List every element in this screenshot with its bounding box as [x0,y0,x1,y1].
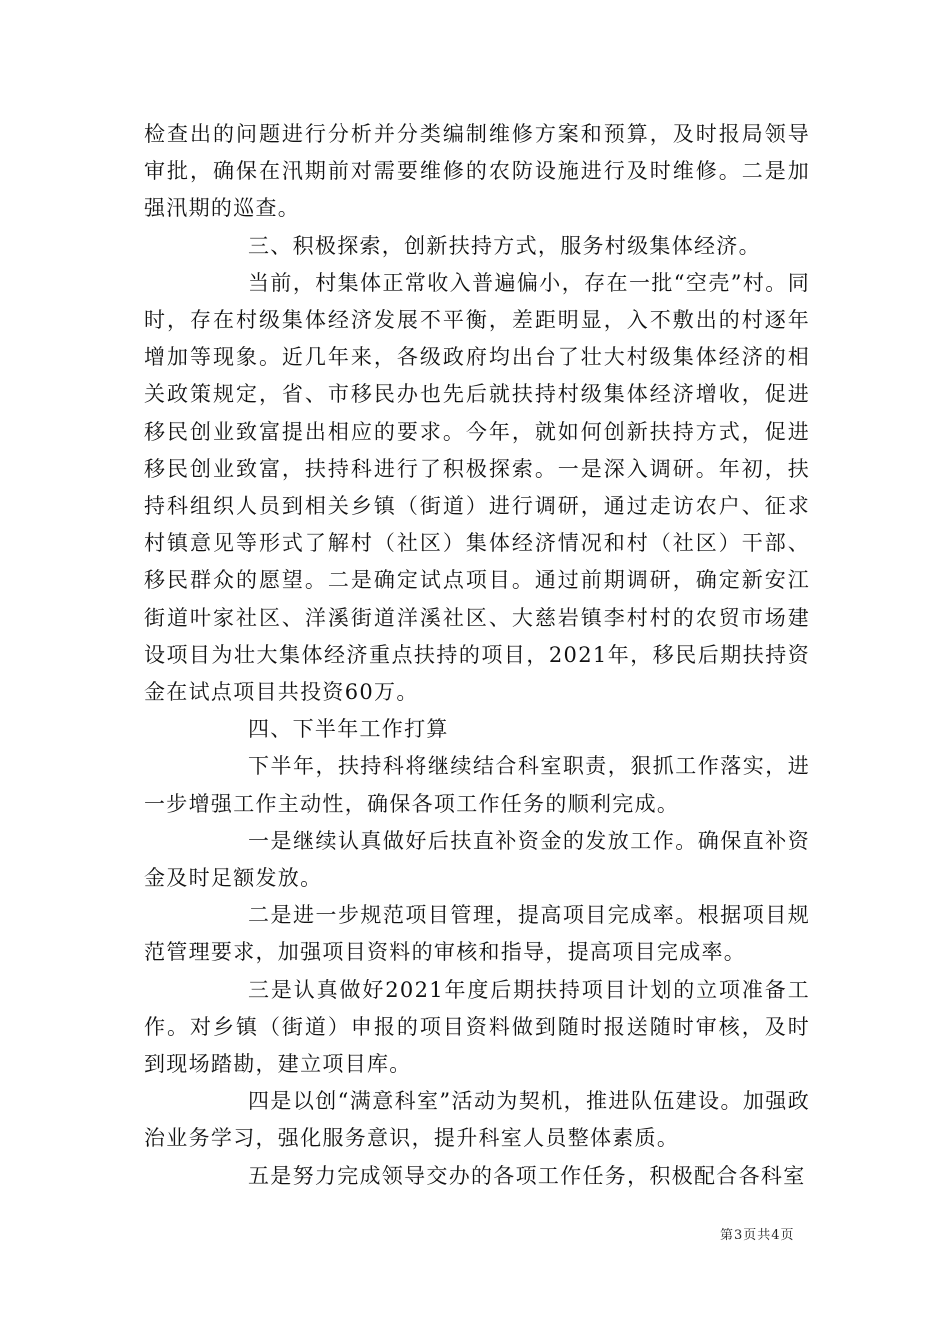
page-number-footer: 第3页共4页 [720,1228,795,1243]
paragraph-plan-item-1: 一是继续认真做好后扶直补资金的发放工作。确保直补资金及时足额发放。 [144,828,810,891]
paragraph-plan-item-4: 四是以创“满意科室”活动为契机，推进队伍建设。加强政治业务学习，强化服务意识，提升科室人员整体素质。 [144,1089,810,1151]
section-heading-4: 四、下半年工作打算 [248,717,449,742]
paragraph-section-3-body: 当前，村集体正常收入普遍偏小，存在一批“空壳”村。同时，存在村级集体经济发展不平衡，差距明显，入不敷出的村逐年增加等现象。近几年来，各级政府均出台了壮大村级集体经济的相关政策规定，省、市移民办也先后就扶持村级集体经济增收，促进移民创业致富提出相应的要求。今年，就如何创新扶持方式，促进移民创业致富，扶持科进行了积极探索。一是深入调研。年初，扶持科组织人员到相关乡镇（街道）进行调研，通过走访农户、征求村镇意见等形式了解村（社区）集体经济情况和村（社区）干部、移民群众的愿望。二是确定试点项目。通过前期调研，确定新安江街道叶家社区、洋溪街道洋溪社区、大慈岩镇李村村的农贸市场建设项目为壮大集体经济重点扶持的项目，2021年，移民后期扶持资金在试点项目共投资60万。 [144,270,810,705]
paragraph-plan-item-5: 五是努力完成领导交办的各项工作任务，积极配合各科室 [248,1163,806,1188]
section-heading-3: 三、积极探索，创新扶持方式，服务村级集体经济。 [248,233,761,258]
paragraph-1: 检查出的问题进行分析并分类编制维修方案和预算，及时报局领导审批，确保在汛期前对需要维修的农防设施进行及时维修。二是加强汛期的巡查。 [144,122,810,221]
paragraph-plan-intro: 下半年，扶持科将继续结合科室职责，狠抓工作落实，进一步增强工作主动性，确保各项工作任务的顺利完成。 [144,754,810,816]
paragraph-plan-item-2: 二是进一步规范项目管理，提高项目完成率。根据项目规范管理要求，加强项目资料的审核和指导，提高项目完成率。 [144,903,810,965]
document-body [144,116,810,1195]
paragraph-plan-item-3: 三是认真做好2021年度后期扶持项目计划的立项准备工作。对乡镇（街道）申报的项目资料做到随时报送随时审核，及时到现场踏勘，建立项目库。 [144,977,810,1077]
